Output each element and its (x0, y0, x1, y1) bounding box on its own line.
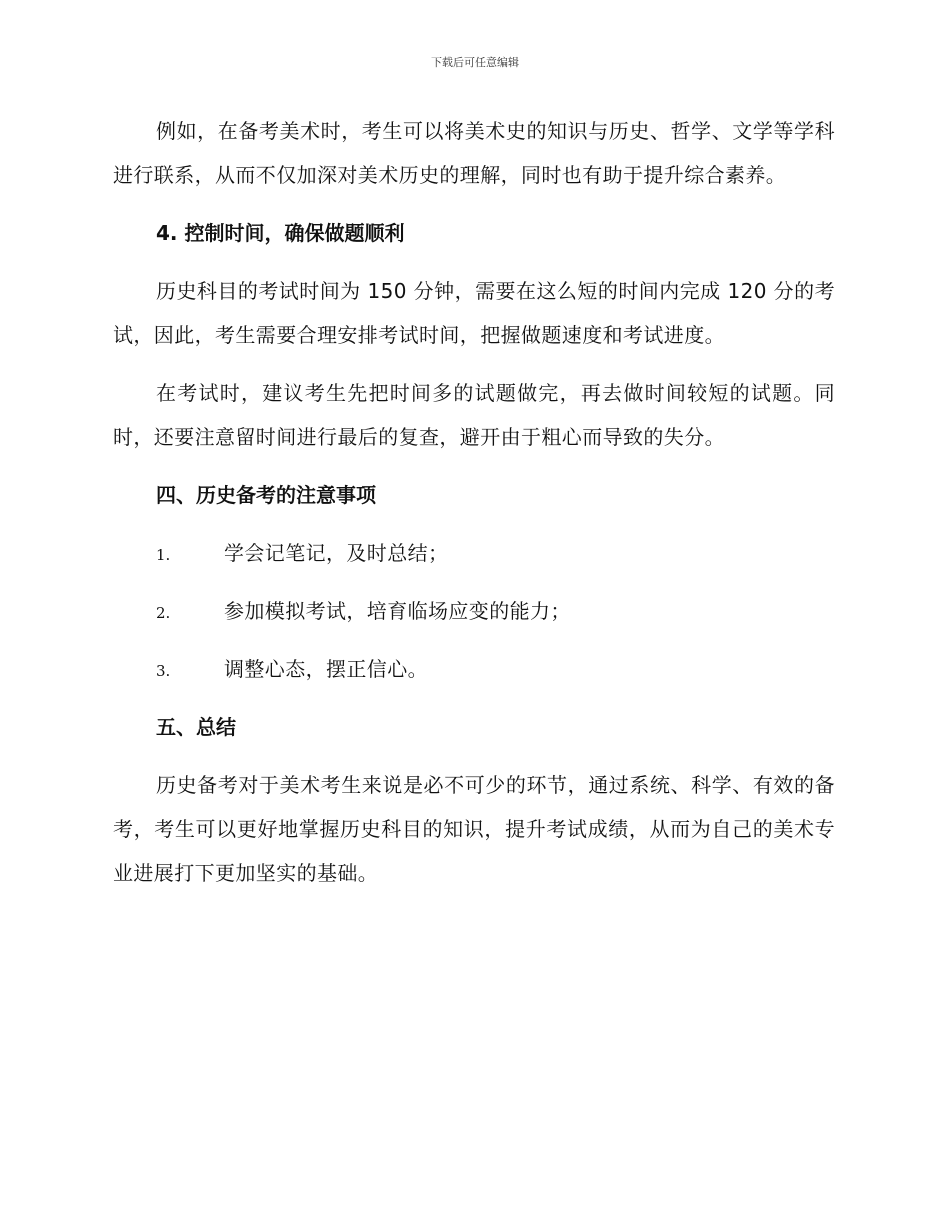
list-item (113, 647, 835, 691)
list-item-number: 3. (156, 662, 171, 680)
page-header-note: 下载后可任意编辑 (431, 56, 519, 69)
list-item-text: 学会记笔记，及时总结； (224, 541, 449, 565)
section-heading-time-control: 4. 控制时间，确保做题顺利 (156, 221, 405, 245)
spacer (113, 197, 835, 211)
paragraph-example: 例如，在备考美术时，考生可以将美术史的知识与历史、哲学、文学等学科进行联系，从而不仅加深对美术历史的理解，同时也有助于提升综合素养。 (113, 119, 835, 187)
list-item (113, 531, 835, 575)
spacer (113, 691, 835, 705)
list-item (113, 589, 835, 633)
section-heading-notes: 四、历史备考的注意事项 (156, 483, 376, 507)
list-item-number: 1. (156, 546, 171, 564)
spacer (113, 255, 835, 269)
document-body (113, 109, 835, 895)
spacer (113, 749, 835, 763)
section-heading-summary: 五、总结 (156, 715, 236, 739)
list-item-number: 2. (156, 604, 171, 622)
list-item-text: 调整心态，摆正信心。 (224, 657, 428, 681)
spacer (113, 459, 835, 473)
list-item-text: 参加模拟考试，培育临场应变的能力； (224, 599, 571, 623)
spacer (113, 517, 835, 531)
spacer (113, 357, 835, 371)
paragraph-summary: 历史备考对于美术考生来说是必不可少的环节，通过系统、科学、有效的备考，考生可以更好地掌握历史科目的知识，提升考试成绩，从而为自己的美术专业进展打下更加坚实的基础。 (113, 773, 835, 885)
spacer (113, 575, 835, 589)
paragraph-exam-time: 历史科目的考试时间为 150 分钟，需要在这么短的时间内完成 120 分的考试，因此，考生需要合理安排考试时间，把握做题速度和考试进度。 (113, 279, 835, 347)
paragraph-exam-strategy: 在考试时，建议考生先把时间多的试题做完，再去做时间较短的试题。同时，还要注意留时间进行最后的复查，避开由于粗心而导致的失分。 (113, 381, 835, 449)
spacer (113, 633, 835, 647)
